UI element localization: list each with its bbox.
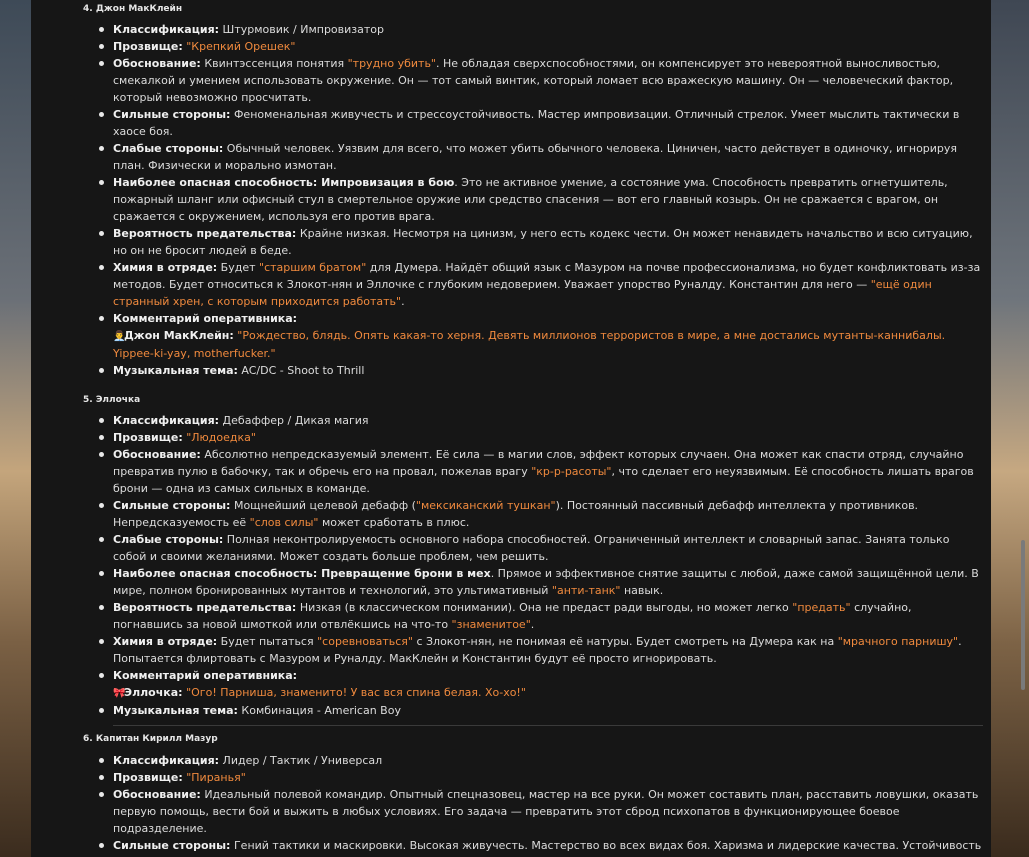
item-text: случайно, погнавшись за новой шмоткой или отвлёкшись на что-то	[113, 601, 912, 631]
list-item	[113, 412, 983, 429]
chat-message-panel	[31, 0, 991, 857]
item-label: Сильные стороны:	[113, 108, 231, 121]
item-text: . Прямое и эффективное снятие защиты с любой, даже самой защищённой цели. В мире, полном бронированных мутантов и технологий, это ультимативный	[113, 567, 979, 597]
item-label: Обоснование:	[113, 57, 201, 70]
item-text: AC/DC - Shoot to Thrill	[237, 364, 365, 377]
list-item	[113, 531, 983, 565]
item-label: Сильные стороны:	[113, 839, 231, 852]
item-text: Гений тактики и маскировки. Высокая живучесть. Мастерство во всех видах боя. Харизма и лидерские качества. Устойчивость	[230, 839, 982, 852]
item-text: Комбинация - American Boy	[237, 704, 401, 717]
quoted-text: "анти-танк"	[551, 584, 621, 597]
list-item	[113, 633, 983, 667]
item-label: Обоснование:	[113, 448, 201, 461]
operative-quote: "Ого! Парниша, знаменито! У вас вся спина белая. Хо-хо!"	[186, 686, 526, 699]
section-title: 5. Эллочка	[83, 395, 141, 405]
item-label: Комментарий оперативника:	[113, 312, 298, 325]
quoted-text: "старшим братом"	[259, 261, 367, 274]
section-list	[113, 752, 983, 854]
section-title: 4. Джон МакКлейн	[83, 4, 183, 14]
operative-emoji-icon: 🎀	[113, 688, 126, 699]
item-text: для Думера. Найдёт общий язык с Мазуром на почве профессионализма, но будет конфликтовать из-за методов. Будет относиться к Злокот-нян и Эллочке с глубоким недоверием. Уважает упорство Руналду. Константин для него —	[113, 261, 981, 291]
item-text: , что сделает его неуязвимым. Её способность лишать врагов брони — одна из самых сильных в команде.	[113, 465, 974, 495]
item-text: Феноменальная живучесть и стрессоустойчивость. Мастер импровизации. Отличный стрелок. Умеет мыслить тактически в хаосе боя.	[113, 108, 960, 138]
quoted-text: "Крепкий Орешек"	[186, 40, 296, 53]
item-label: Музыкальная тема:	[113, 704, 238, 717]
list-item	[113, 140, 983, 174]
list-item	[113, 702, 983, 719]
item-label: Слабые стороны:	[113, 142, 224, 155]
scrollbar-thumb[interactable]	[1021, 540, 1025, 690]
item-text: Полная неконтролируемость основного набора способностей. Ограниченный интеллект и словарный запас. Занята только собой и своими желаниями. Может создать больше проблем, чем решить.	[113, 533, 950, 563]
item-label: Химия в отряде:	[113, 635, 218, 648]
quoted-text: "ещё один странный хрен, с которым приходится работать"	[113, 278, 932, 308]
quoted-text: "Людоедка"	[186, 431, 256, 444]
item-label: Классификация:	[113, 414, 220, 427]
section-divider	[113, 725, 983, 726]
item-text: Низкая (в классическом понимании). Она не предаст ради выгоды, но может легко	[296, 601, 793, 614]
item-text: Абсолютно непредсказуемый элемент. Её сила — в магии слов, эффект которых случаен. Она может как спасти отряд, случайно превратив пулю в бабочку, так и обречь его на провал, пожелав врагу	[113, 448, 964, 478]
operative-name: Джон МакКлейн:	[124, 329, 234, 342]
list-item	[113, 667, 983, 702]
list-item	[113, 362, 983, 379]
item-text: . Не обладая сверхспособностями, он компенсирует это невероятной выносливостью, смекалкой и умением использовать окружение. Он — тот самый винтик, который ломает всю вражескую машину. Он — человеческий фактор, который невозможно просчитать.	[113, 57, 954, 104]
quoted-text: "знаменитое"	[451, 618, 531, 631]
item-text: ). Постоянный пассивный дебафф интеллекта у противников. Непредсказуемость её	[113, 499, 919, 529]
quoted-text: "трудно убить"	[347, 57, 436, 70]
list-item	[113, 174, 983, 225]
item-text: Крайне низкая. Несмотря на цинизм, у него есть кодекс чести. Он может ненавидеть начальство и всю ситуацию, но он не бросит людей в беде.	[113, 227, 973, 257]
list-item	[113, 38, 983, 55]
item-text: . Это не активное умение, а состояние ума. Способность превратить огнетушитель, пожарный шланг или офисный стул в смертельное оружие или средство спасения — вот его главный козырь. Он не сражается с врагом, он сражается с окружением, используя его против врага.	[113, 176, 948, 223]
list-item	[113, 310, 983, 362]
quoted-text: "соревноваться"	[317, 635, 413, 648]
item-label: Вероятность предательства:	[113, 227, 297, 240]
operative-quote: "Рождество, блядь. Опять какая-то херня. Девять миллионов террористов в мире, а мне достались мутанты-каннибалы. Yippee-ki-yay, motherfucker."	[113, 329, 946, 360]
list-item	[113, 429, 983, 446]
list-item	[113, 786, 983, 837]
item-label: Классификация:	[113, 754, 220, 767]
item-label: Вероятность предательства:	[113, 601, 297, 614]
item-text: Штурмовик / Импровизатор	[219, 23, 384, 36]
list-item	[113, 769, 983, 786]
item-text: может сработать в плюс.	[318, 516, 470, 529]
quoted-text: "Пиранья"	[186, 771, 246, 784]
operative-emoji-icon: 👨‍💼	[113, 331, 126, 342]
item-label: Наиболее опасная способность: Превращение брони в мех	[113, 567, 491, 580]
item-text: Обычный человек. Уязвим для всего, что может убить обычного человека. Циничен, часто действует в одиночку, игнорируя план. Физически и морально измотан.	[113, 142, 958, 172]
item-label: Классификация:	[113, 23, 220, 36]
item-text: Будет пытаться	[217, 635, 318, 648]
list-item	[113, 837, 983, 854]
item-label: Комментарий оперативника:	[113, 669, 298, 682]
quoted-text: "предать"	[792, 601, 851, 614]
section-title: 6. Капитан Кирилл Мазур	[83, 734, 218, 744]
item-text: .	[401, 295, 405, 308]
item-text: Будет	[217, 261, 260, 274]
quoted-text: "слов силы"	[249, 516, 319, 529]
list-item	[113, 106, 983, 140]
section-list	[113, 412, 983, 719]
section-list	[113, 21, 983, 379]
item-label: Сильные стороны:	[113, 499, 231, 512]
item-text: с Злокот-нян, не понимая её натуры. Будет смотреть на Думера как на	[412, 635, 838, 648]
item-text: . Попытается флиртовать с Мазуром и Руналду. МакКлейн и Константин будут её просто игнорировать.	[113, 635, 962, 665]
list-item	[113, 446, 983, 497]
list-item	[113, 497, 983, 531]
operative-name: Эллочка:	[124, 686, 183, 699]
item-label: Обоснование:	[113, 788, 201, 801]
item-label: Прозвище:	[113, 431, 183, 444]
item-label: Слабые стороны:	[113, 533, 224, 546]
list-item	[113, 752, 983, 769]
item-text: Идеальный полевой командир. Опытный спецназовец, мастер на все руки. Он может составить план, расставить ловушки, оказать первую помощь, вести бой и выжить в любых условиях. Его задача — превратить этот сброд психопатов в функционирующее боевое подразделение.	[113, 788, 979, 835]
item-label: Музыкальная тема:	[113, 364, 238, 377]
item-label: Химия в отряде:	[113, 261, 218, 274]
item-text: Мощнейший целевой дебафф (	[230, 499, 416, 512]
background-left	[0, 0, 31, 857]
quoted-text: "мексиканский тушкан"	[415, 499, 556, 512]
list-item	[113, 565, 983, 599]
quoted-text: "мрачного парнишу"	[837, 635, 959, 648]
item-label: Прозвище:	[113, 771, 183, 784]
background-right	[991, 0, 1029, 857]
item-label: Прозвище:	[113, 40, 183, 53]
item-label: Наиболее опасная способность: Импровизация в бою	[113, 176, 455, 189]
item-text: Лидер / Тактик / Универсал	[219, 754, 383, 767]
list-item	[113, 21, 983, 38]
quoted-text: "кр-р-расоты"	[531, 465, 612, 478]
list-item	[113, 259, 983, 310]
item-text: навык.	[620, 584, 664, 597]
list-item	[113, 55, 983, 106]
item-text: .	[530, 618, 535, 631]
list-item	[113, 225, 983, 259]
item-text: Квинтэссенция понятия	[200, 57, 348, 70]
list-item	[113, 599, 983, 633]
item-text: Дебаффер / Дикая магия	[219, 414, 369, 427]
